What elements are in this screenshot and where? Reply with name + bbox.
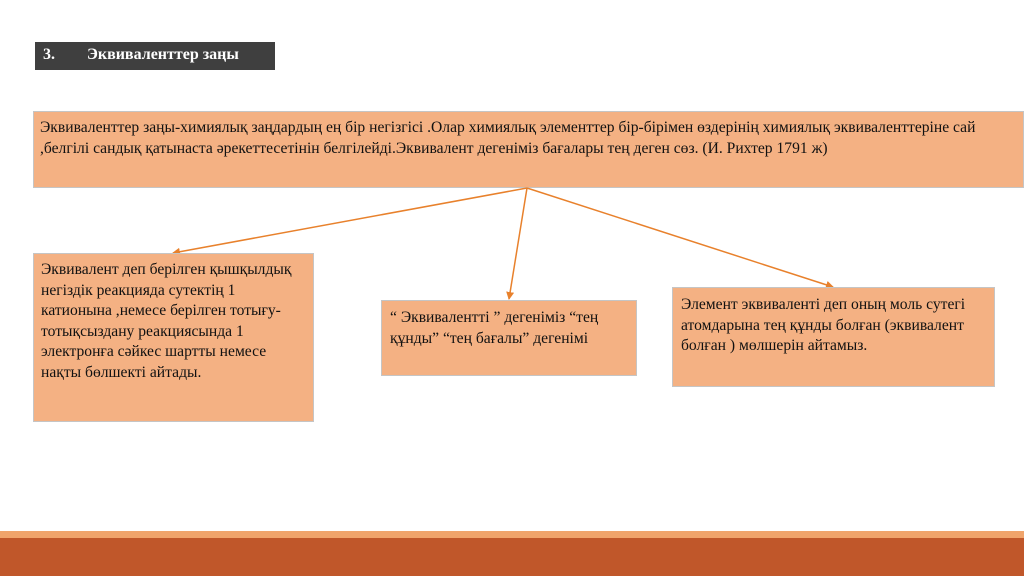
element-equivalent-text: Элемент эквиваленті деп оның моль сутегі атомдарына тең құнды болған (эквивалент болған ) мөлшерін айтамыз.	[681, 296, 966, 355]
equivalent-meaning-box	[381, 300, 637, 376]
slide-title-text: Эквиваленттер заңы	[87, 46, 239, 63]
main-definition-text: Эквиваленттер заңы-химиялық заңдардың ең бір негізгісі .Олар химиялық элементтер бір-бірімен өздерінің химиялық эквиваленттеріне сай ,белгілі сандық қатынаста әрекеттесетінін белгілейді.Эквивалент дегеніміз бағалары тең деген сөз. (И. Рихтер 1791 ж)	[40, 119, 976, 157]
arrow-to-left-box	[173, 188, 527, 253]
footer-stripe	[0, 531, 1024, 538]
slide-title-number: 3.	[43, 46, 55, 63]
equivalent-definition-box	[33, 253, 314, 422]
arrow-to-right-box	[527, 188, 833, 287]
arrow-to-mid-box	[509, 188, 527, 299]
equivalent-definition-text: Эквивалент деп берілген қышқылдық негіздік реакцияда сутектің 1 катионына ,немесе берілген тотығу-тотықсыздану реакциясында 1 электронға сәйкес шартты немесе нақты бөлшекті айтады.	[41, 261, 292, 381]
equivalent-meaning-text: “ Эквивалентті ” дегеніміз “тең құнды” “тең бағалы” дегенімі	[390, 309, 599, 347]
element-equivalent-box	[672, 287, 995, 387]
footer-band	[0, 538, 1024, 576]
